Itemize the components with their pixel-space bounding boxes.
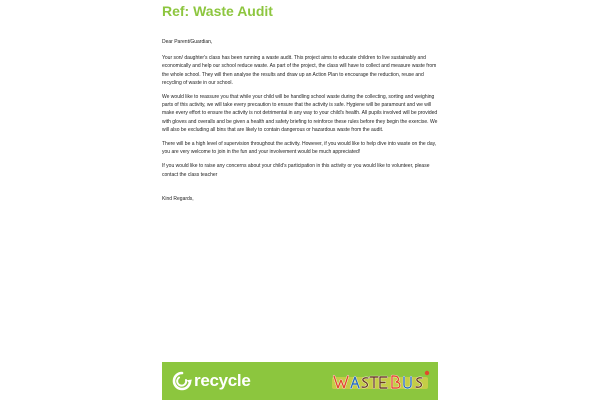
letter-salutation: Dear Parent/Guardian,	[162, 39, 213, 45]
recycle-icon	[172, 371, 192, 391]
waste-buster-logo	[330, 368, 430, 394]
letter-paragraph-3: There will be a high level of supervision throughout the activity. However, if you would like to help dive into waste on the day, you are very welcome to join in the fun and your involvement would be much appreciated!	[162, 141, 437, 156]
recycle-logo	[172, 370, 251, 392]
recycle-label: recycle	[194, 371, 251, 390]
letter-paragraph-4: If you would like to raise any concerns about your child's participation in this activity or you would like to volunteer, please contact the class teacher	[162, 163, 430, 178]
footer-banner	[162, 362, 438, 400]
letter-paragraph-2: We would like to reassure you that while your child will be handling school waste during the collecting, sorting and weighing parts of this activity, we will take every precaution to ensure that the activity is safe. Hygiene will be paramount and we will make every effort to ensure the activity is not detrimental in any way to your child's health. All pupils involved will be provided with gloves and overalls and be given a health and safety briefing to reinforce these rules before they begin the exercise. We will also be excluding all bins that are likely to contain dangerous or hazardous waste from the audit.	[162, 94, 438, 133]
letter-body	[162, 38, 438, 209]
letter-paragraph-1: Your son/ daughter's class has been running a waste audit. This project aims to educate children to live sustainably and economically and help our school reduce waste. As part of the project, the class will have to collect and measure waste from the whole school. They will then analyse the results and draw up an Action Plan to encourage the reduction, reuse and recycling of waste in our school.	[162, 55, 437, 86]
letter-title: Ref: Waste Audit	[162, 3, 273, 19]
letter-signoff: Kind Regards,	[162, 195, 194, 202]
